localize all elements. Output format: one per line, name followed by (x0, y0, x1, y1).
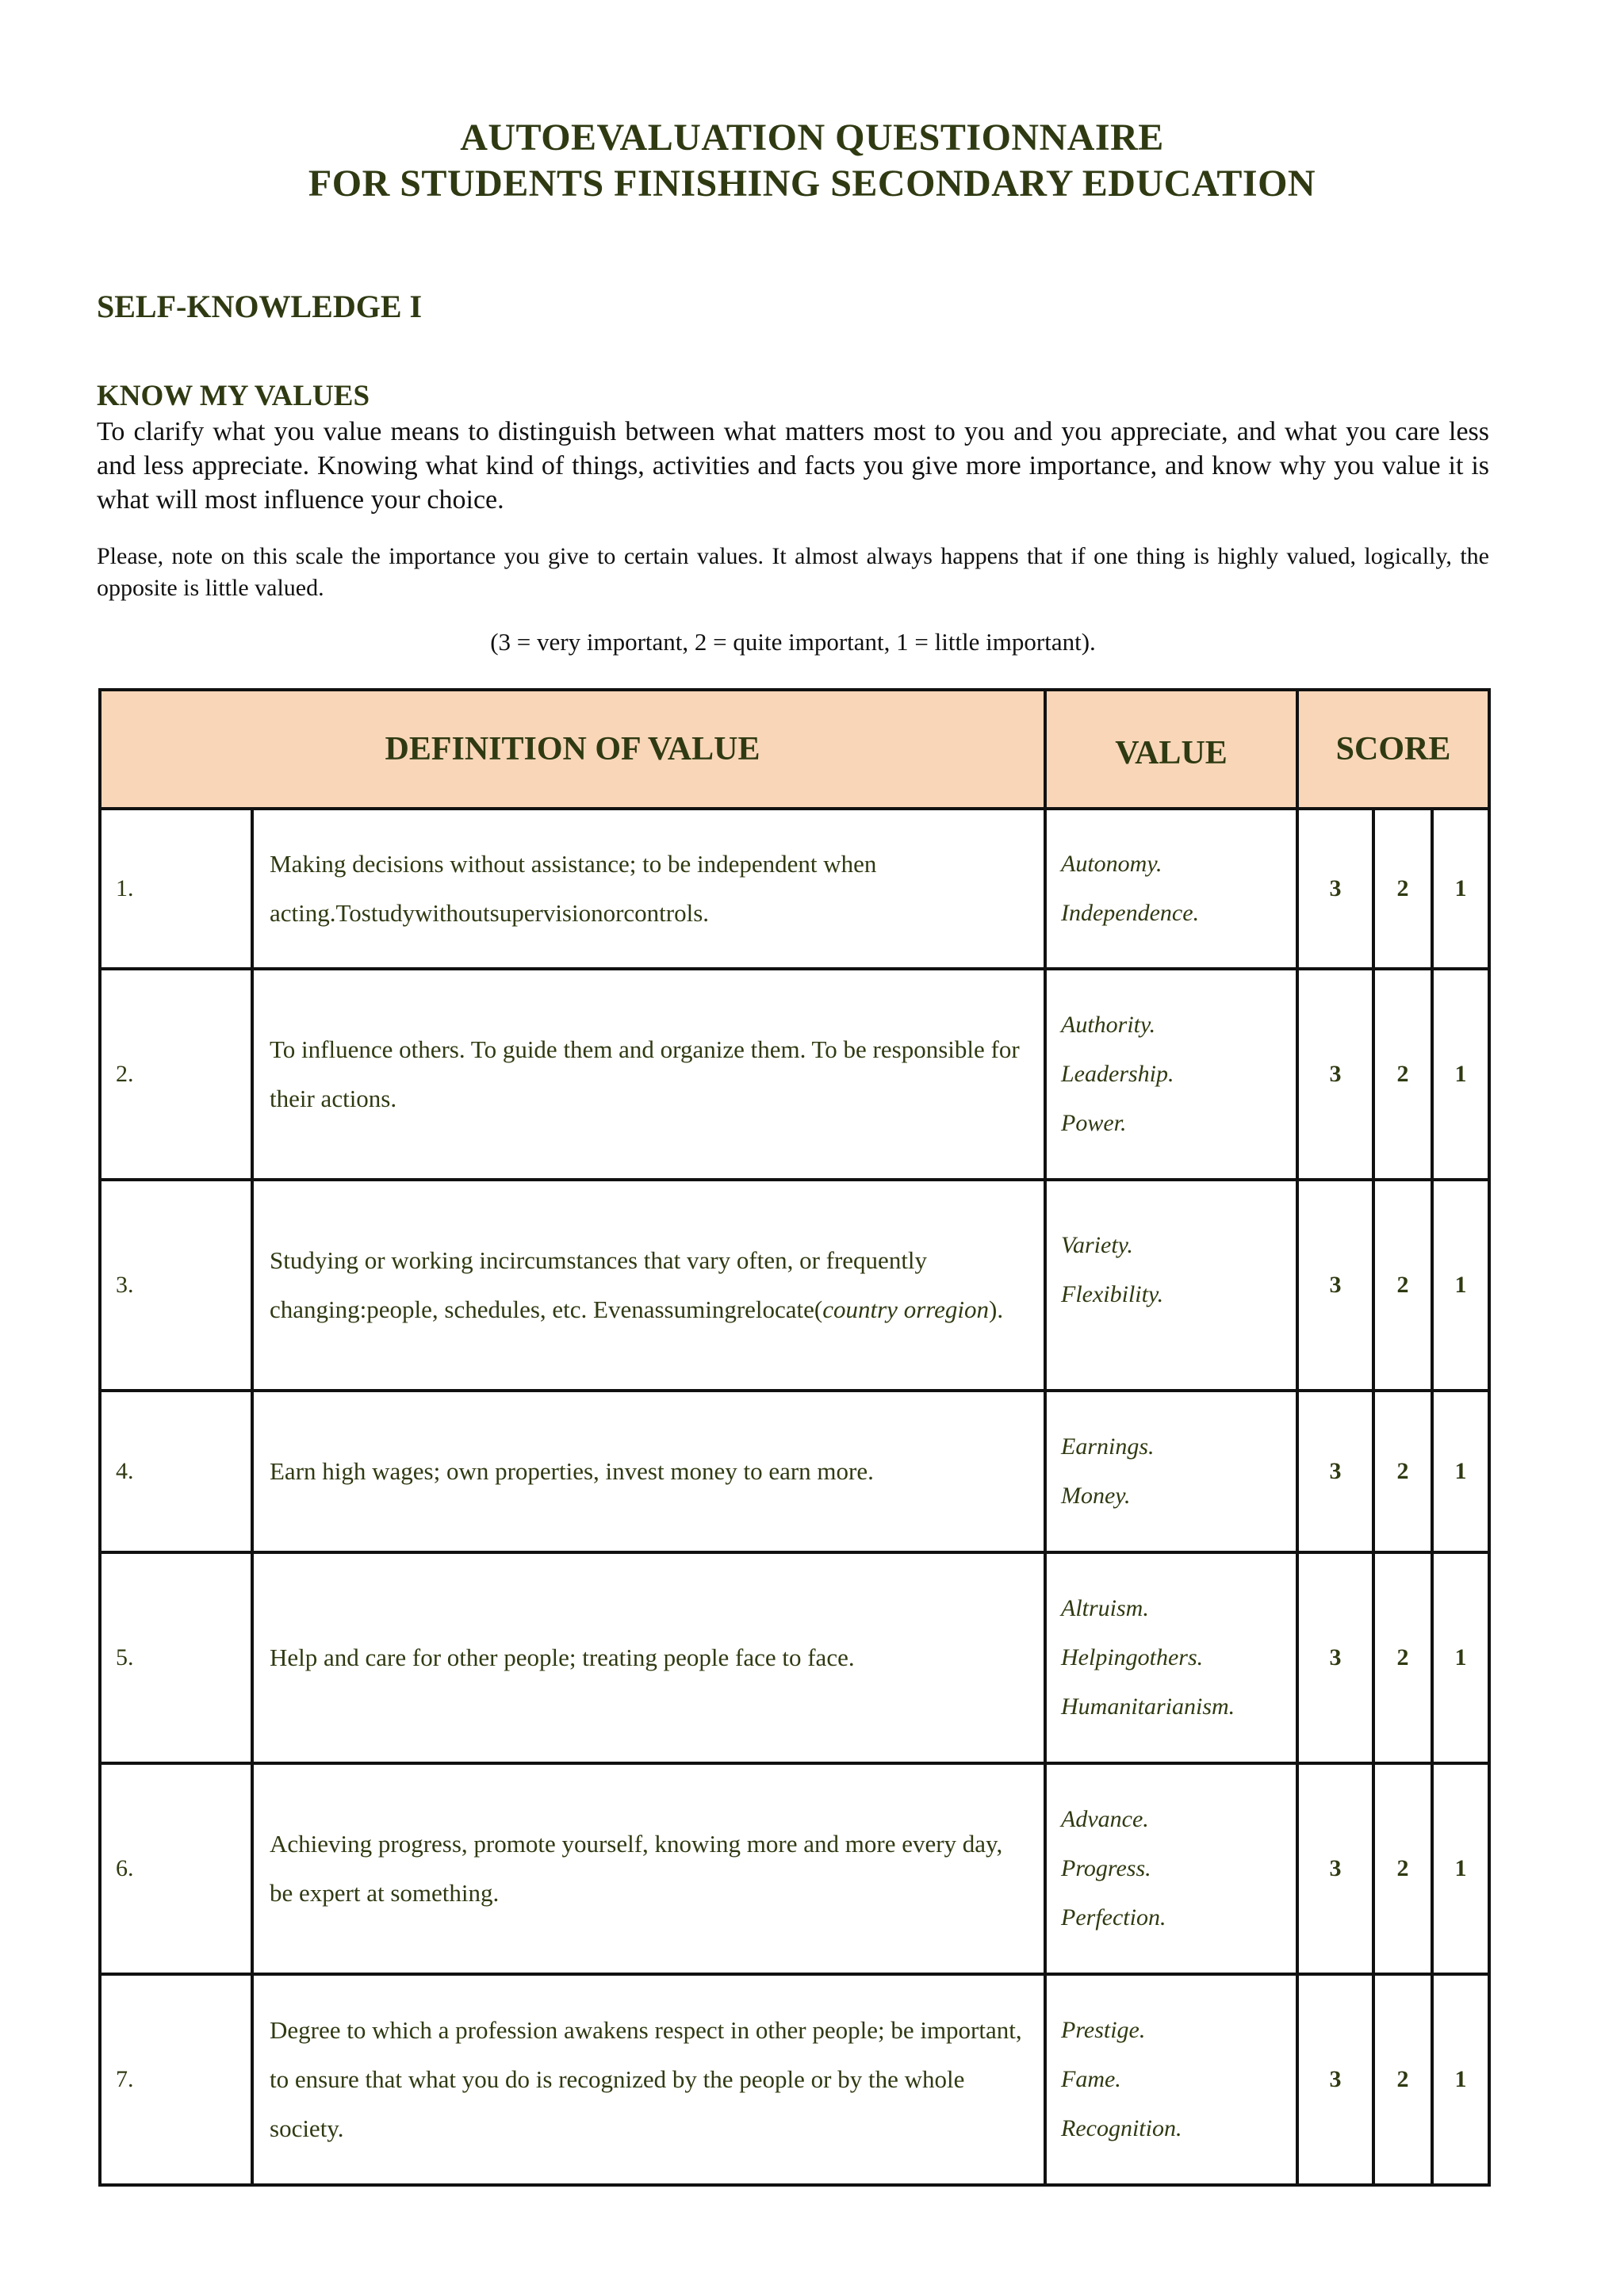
score-option-3[interactable]: 3 (1297, 1974, 1373, 2185)
value-names (1045, 1391, 1297, 1552)
value-definition: Earn high wages; own properties, invest money to earn more. (252, 1391, 1045, 1552)
definition-end-text: ). (989, 1295, 1004, 1323)
section-heading: SELF-KNOWLEDGE I (97, 289, 423, 324)
value-name: Autonomy. (1061, 851, 1162, 877)
values-table (98, 688, 1491, 2187)
table-row (100, 1391, 1489, 1552)
value-name: Independence. (1061, 900, 1200, 926)
document-title-line-1: AUTOEVALUATION QUESTIONNAIRE (460, 117, 1164, 159)
table-row (100, 1974, 1489, 2185)
score-option-3[interactable]: 3 (1297, 1391, 1373, 1552)
row-number: 4. (100, 1391, 252, 1552)
score-option-1[interactable]: 1 (1432, 1763, 1489, 1974)
value-names (1045, 969, 1297, 1180)
value-definition: Help and care for other people; treating people face to face. (252, 1552, 1045, 1763)
definition-text: Studying or working incircumstances that vary often, or frequently changing:people, schedules, etc. Evenassumingrelocate( (270, 1246, 928, 1323)
score-option-1[interactable]: 1 (1432, 1974, 1489, 2185)
scale-legend: (3 = very important, 2 = quite important, 1 = little important). (490, 628, 1096, 656)
row-number: 2. (100, 969, 252, 1180)
value-name: Earnings. (1061, 1433, 1155, 1460)
row-number: 3. (100, 1180, 252, 1391)
header-score: SCORE (1297, 690, 1489, 809)
value-name: Fame. (1061, 2066, 1121, 2092)
value-name: Authority. (1061, 1012, 1156, 1038)
value-name: Helpingothers. (1061, 1644, 1204, 1670)
value-definition: Achieving progress, promote yourself, knowing more and more every day, be expert at something. (252, 1763, 1045, 1974)
score-option-3[interactable]: 3 (1297, 1763, 1373, 1974)
value-definition: Degree to which a profession awakens respect in other people; be important, to ensure that what you do is recognized by the people or by the whole society. (252, 1974, 1045, 2185)
document-title-line-2: FOR STUDENTS FINISHING SECONDARY EDUCATION (308, 163, 1316, 205)
score-option-2[interactable]: 2 (1373, 1763, 1432, 1974)
value-name: Altruism. (1061, 1595, 1149, 1621)
table-row (100, 809, 1489, 969)
table-row (100, 1763, 1489, 1974)
score-option-1[interactable]: 1 (1432, 809, 1489, 969)
value-name: Variety. (1061, 1232, 1133, 1258)
section-subheading: KNOW MY VALUES (97, 380, 370, 412)
definition-italic-text: country orregion (822, 1295, 990, 1323)
score-option-2[interactable]: 2 (1373, 1180, 1432, 1391)
score-option-2[interactable]: 2 (1373, 969, 1432, 1180)
table-header-row (100, 690, 1489, 809)
value-name: Leadership. (1061, 1061, 1174, 1087)
score-option-1[interactable]: 1 (1432, 1391, 1489, 1552)
intro-paragraph: To clarify what you value means to distinguish between what matters most to you and you appreciate, and what you care less and less appreciate. Knowing what kind of things, activities and facts you give more importance, and know why you value it is what will most influence your choice. (97, 417, 1489, 515)
value-names (1045, 1974, 1297, 2185)
value-name: Prestige. (1061, 2017, 1146, 2043)
score-option-2[interactable]: 2 (1373, 1974, 1432, 2185)
table-row (100, 1552, 1489, 1763)
value-names (1045, 809, 1297, 969)
value-names (1045, 1763, 1297, 1974)
value-name: Power. (1061, 1110, 1127, 1136)
value-name: Flexibility. (1061, 1281, 1164, 1307)
score-option-1[interactable]: 1 (1432, 969, 1489, 1180)
score-option-3[interactable]: 3 (1297, 809, 1373, 969)
value-definition: To influence others. To guide them and organize them. To be responsible for their actions. (252, 969, 1045, 1180)
score-option-2[interactable]: 2 (1373, 809, 1432, 969)
row-number: 5. (100, 1552, 252, 1763)
header-value: VALUE (1045, 690, 1297, 809)
row-number: 7. (100, 1974, 252, 2185)
score-option-3[interactable]: 3 (1297, 969, 1373, 1180)
value-name: Recognition. (1061, 2115, 1182, 2141)
value-definition: Making decisions without assistance; to be independent when acting.Tostudywithoutsupervisionorcontrols. (252, 809, 1045, 969)
row-number: 6. (100, 1763, 252, 1974)
table-row (100, 1180, 1489, 1391)
value-definition (252, 1180, 1045, 1391)
header-definition: DEFINITION OF VALUE (100, 690, 1045, 809)
row-number: 1. (100, 809, 252, 969)
score-option-1[interactable]: 1 (1432, 1180, 1489, 1391)
score-option-1[interactable]: 1 (1432, 1552, 1489, 1763)
score-option-3[interactable]: 3 (1297, 1180, 1373, 1391)
value-names (1045, 1552, 1297, 1763)
score-option-2[interactable]: 2 (1373, 1391, 1432, 1552)
value-name: Perfection. (1061, 1904, 1166, 1931)
instructions-paragraph: Please, note on this scale the importance you give to certain values. It almost always happens that if one thing is highly valued, logically, the opposite is little valued. (97, 543, 1489, 601)
score-option-2[interactable]: 2 (1373, 1552, 1432, 1763)
value-names (1045, 1180, 1297, 1391)
value-name: Money. (1061, 1483, 1131, 1509)
value-name: Progress. (1061, 1855, 1151, 1881)
value-name: Advance. (1061, 1806, 1149, 1832)
value-name: Humanitarianism. (1061, 1693, 1235, 1720)
table-row (100, 969, 1489, 1180)
score-option-3[interactable]: 3 (1297, 1552, 1373, 1763)
